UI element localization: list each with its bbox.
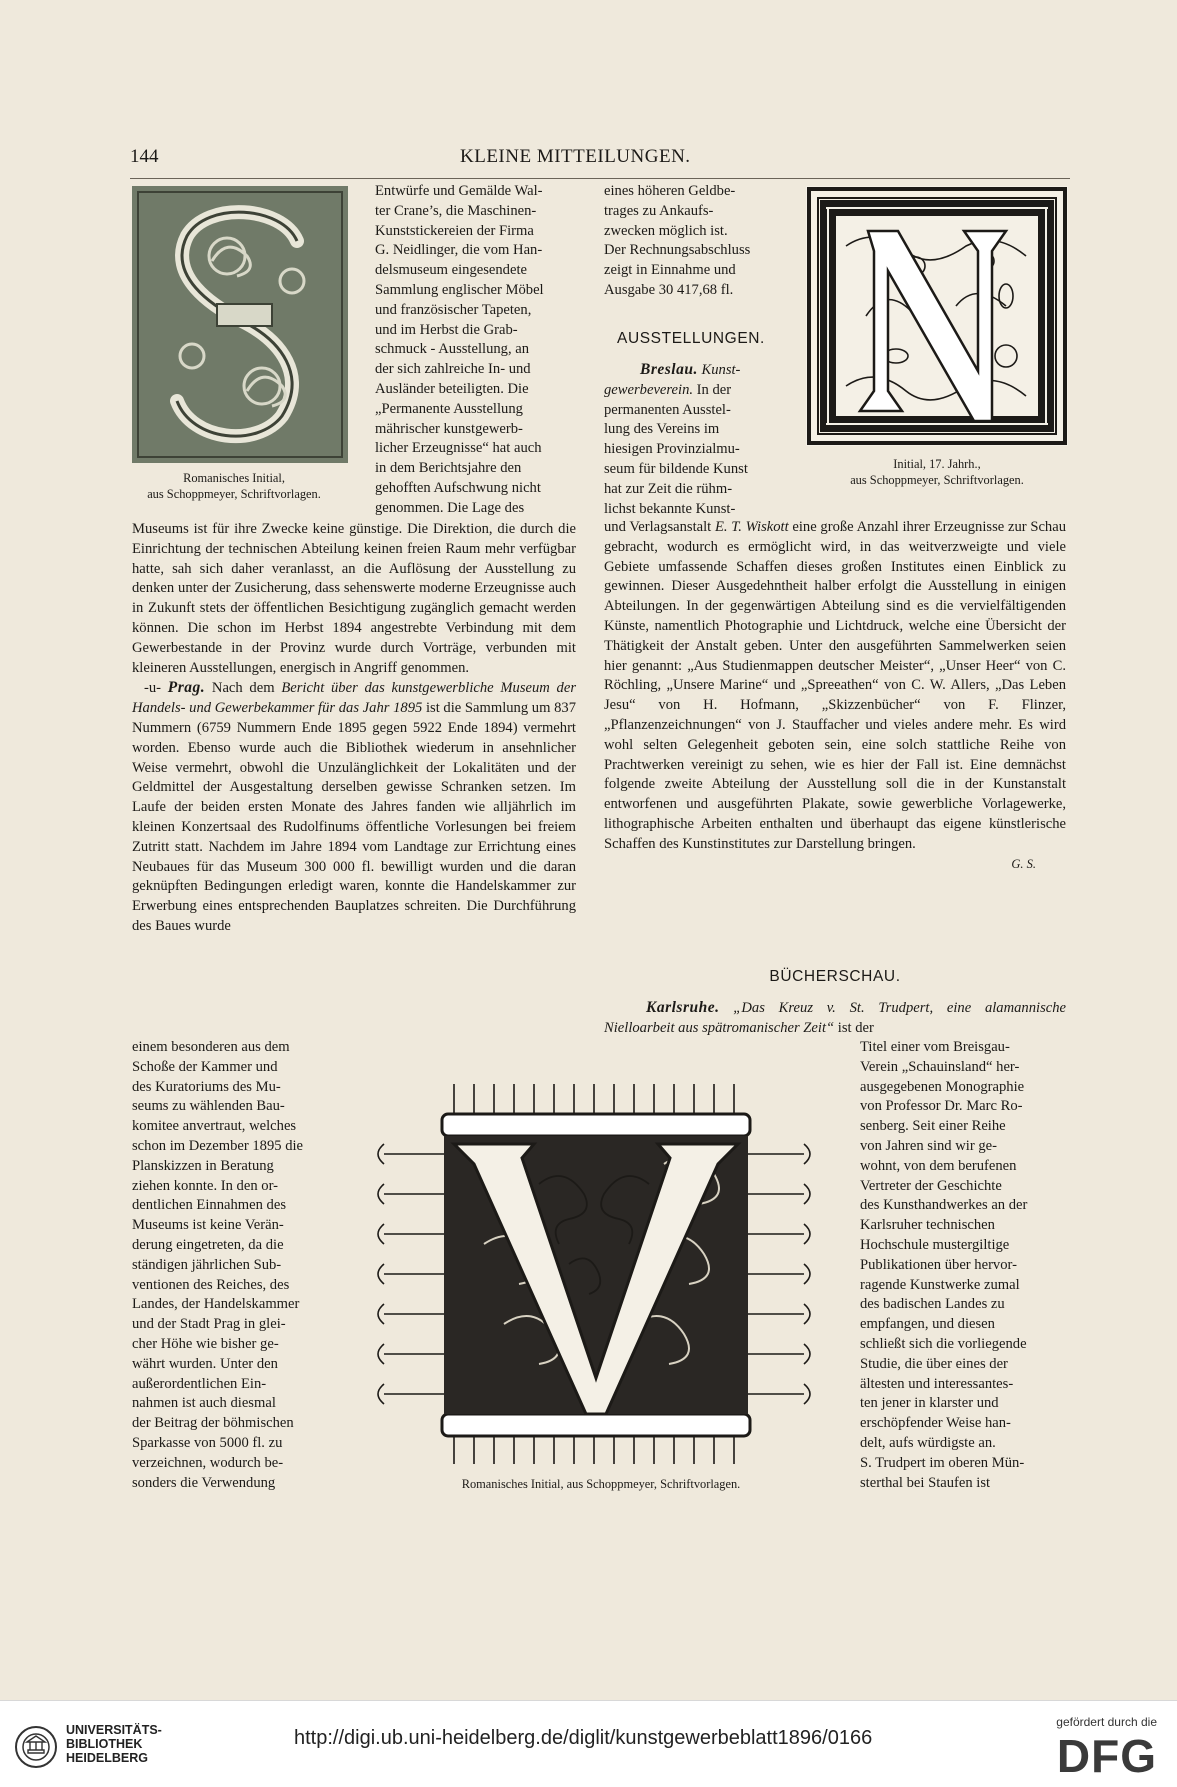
library-name-line: BIBLIOTHEK [66, 1737, 143, 1751]
text-line: nahmen ist auch diesmal [132, 1395, 276, 1412]
text-line: Verein „Schauinsland“ her- [860, 1058, 1020, 1075]
text-line: Studie, die über eines der [860, 1355, 1008, 1372]
text-line: von Professor Dr. Marc Ro- [860, 1098, 1023, 1115]
n-initial-image [806, 186, 1068, 446]
text-line: der Beitrag der böhmischen [132, 1415, 294, 1432]
text-line: gehofften Aufschwung nicht [375, 479, 541, 496]
n-initial-figure [806, 186, 1068, 487]
text-line: ter Crane’s, die Maschinen- [375, 202, 537, 219]
karlsruhe-paragraph [604, 998, 1066, 1039]
text-line: hiesigen Provinzialmu- [604, 441, 740, 458]
col2-main-text [604, 518, 1066, 874]
library-name-line: HEIDELBERG [66, 1751, 148, 1765]
text-line: Der Rechnungsabschluss [604, 242, 751, 259]
text-line: einem besonderen aus dem [132, 1039, 290, 1055]
paragraph: Museums ist für ihre Zwecke keine günstige. Die Direktion, die durch die Einrichtung der technischen Abteilung keinen freien Raum mehr verfügbar hatte, sah sich daher veranlasst, an die Auflösung der Ausstellung zu denken unter der Zusicherung, dass sehenswerte moderne Erzeugnisse auch in Zukunft stets der öffentlichen Besichtigung zugänglich gemacht werden können. Die schon im Herbst 1894 angestrebte Verbindung mit dem Gewerbestande in der Provinz wurde durch Vorträge, verbunden mit kleineren Ausstellungen, energisch in Angriff genommen. [132, 521, 576, 676]
text-span: Nach dem [211, 680, 275, 697]
text-line: hat zur Zeit die rühm- [604, 480, 733, 497]
text-line: genommen. Die Lage des [375, 499, 525, 516]
text-line: ziehen konnte. In den or- [132, 1177, 278, 1194]
place-prag: Prag. [167, 679, 206, 697]
text-line: lung des Vereins im [604, 421, 720, 438]
breslau-first-line [604, 360, 778, 381]
s-initial-image [132, 186, 348, 463]
s-initial-caption [114, 470, 354, 502]
col2-karlsruhe-intro [604, 998, 1066, 1039]
dfg-logo: DFG [1056, 1730, 1157, 1782]
text-line: S. Trudpert im oberen Mün- [860, 1454, 1025, 1471]
col1-beside-v [132, 1038, 332, 1493]
text-line: Vertreter der Geschichte [860, 1177, 1002, 1194]
text-line: permanenten Ausstel- [604, 401, 731, 418]
place-karlsruhe: Karlsruhe. [646, 999, 720, 1016]
text-line: des Kunsthandwerkes an der [860, 1197, 1028, 1214]
library-name [66, 1723, 162, 1765]
text-line: delt, aufs würdigste an. [860, 1434, 996, 1451]
v-initial-figure [364, 1074, 838, 1491]
text-line: sterthal bei Staufen ist [860, 1474, 991, 1491]
text-line: und im Herbst die Grab- [375, 321, 518, 338]
place-breslau: Breslau. [640, 361, 698, 378]
n-caption-line1: Initial, 17. Jahrh., [893, 457, 981, 471]
text-line: Schoße der Kammer und [132, 1058, 278, 1075]
s-caption-line1: Romanisches Initial, [183, 471, 285, 485]
text-line: verzeichnen, wodurch be- [132, 1454, 284, 1471]
text-line: ausgegebenen Monographie [860, 1078, 1025, 1095]
col1-main-text [132, 520, 576, 937]
col1-beside-s [375, 182, 575, 519]
header-rule [130, 178, 1070, 179]
text-line: senberg. Seit einer Reihe [860, 1118, 1006, 1135]
signature: G. S. [1011, 856, 1036, 871]
text-line: dentlichen Einnahmen des [132, 1197, 286, 1214]
text-line: zwecken möglich ist. [604, 222, 728, 239]
text-line: „Permanente Ausstellung [375, 400, 523, 417]
page-number: 144 [130, 146, 159, 167]
text-line: wohnt, von dem berufenen [860, 1157, 1017, 1174]
text-line: eines höheren Geldbe- [604, 183, 736, 199]
author-mark: -u- [144, 680, 162, 697]
text-line: zeigt in Einnahme und [604, 262, 736, 279]
text-span: und Verlagsanstalt [604, 519, 712, 535]
text-line: Entwürfe und Gemälde Wal- [375, 183, 543, 199]
n-caption-line2: aus Schoppmeyer, Schriftvorlagen. [850, 473, 1024, 487]
text-line: G. Neidlinger, die vom Han- [375, 242, 543, 259]
library-name-line: UNIVERSITÄTS- [66, 1723, 162, 1737]
breslau-title: Kunst- [701, 362, 741, 378]
text-line: von Jahren sind wir ge- [860, 1137, 997, 1154]
text-line: Karlsruher technischen [860, 1217, 995, 1234]
breslau-second-line [604, 381, 778, 401]
s-caption-line2: aus Schoppmeyer, Schriftvorlagen. [147, 487, 321, 501]
breslau-paragraph [604, 518, 1066, 855]
v-initial-image [364, 1074, 838, 1474]
text-line: schließt sich die vorliegende [860, 1335, 1027, 1352]
text-line: Planskizzen in Beratung [132, 1157, 274, 1174]
col2-breslau-narrow [604, 360, 778, 519]
breslau-title: gewerbeverein. [604, 381, 694, 398]
text-line: cher Höhe wie bisher ge- [132, 1335, 279, 1352]
text-line: Publikationen über hervor- [860, 1256, 1017, 1273]
text-line: Kunststickereien der Firma [375, 222, 534, 239]
text-line: komitee anvertraut, welches [132, 1118, 297, 1135]
text-line: Sparkasse von 5000 fl. zu [132, 1434, 283, 1451]
viewer-footer [0, 1700, 1177, 1787]
col2-beside-v [860, 1038, 1066, 1493]
col2-top-text [604, 182, 778, 301]
heading-buecherschau: BÜCHERSCHAU. [769, 968, 901, 985]
text-line: trages zu Ankaufs- [604, 202, 714, 219]
permalink-url[interactable]: http://digi.ub.uni-heidelberg.de/diglit/kunstgewerbeblatt1896/0166 [294, 1727, 873, 1749]
text-line: ventionen des Reiches, des [132, 1276, 290, 1293]
text-line: ten jener in klarster und [860, 1395, 999, 1412]
funded-by-label: gefördert durch die [1056, 1715, 1157, 1729]
text-line: seums zu wählenden Bau- [132, 1098, 285, 1115]
text-line: mährischer kunstgewerb- [375, 420, 523, 437]
text-span: eine große Anzahl ihrer Erzeugnisse zur Schau gebracht, wodurch es ermöglicht wird, in das weitverzweigte und viele Gebiete umfassende Schaffen dieses großen Institutes einen Einblick zu gewinnen. Dieser Ausgedehntheit halber erfolgt die Ausstellung in einigen Abteilungen. In der gegenwärtigen Abteilung sind es die vervielfältigenden Künste, namentlich Photographie und Lichtdruck, welche eine Übersicht der Thätigkeit der Anstalt geben. Unter den ausgeführten Sammelwerken seien hier genannt: „Aus Studienmappen deutscher Meister“, „Unser Heer“ von C. Röchling, „Unsere Marine“ und „Spreeathen“ von C. W. Allers, „Das Leben Jesu“ von H. Hofmann, „Skizzenbücher“ von F. Flinzer, „Pflanzenzeichnungen“ von J. Stauffacher und vieles andere mehr. Es wird wohl selten Gelegenheit geboten sein, eine solch stattliche Reihe von Prachtwerken vereinigt zu sehen, wie es hier der Fall ist. Eine demnächst folgende zweite Abteilung der Ausstellung soll die in der Kunstanstalt entworfenen und ausgeführten Plakate, sowie gewerbliche Vorlagewerke, lithographische Arbeiten enthalten und überhaupt das eigene künstlerische Schaffen des Kunstinstitutes zur Darstellung bringen. [604, 519, 1067, 852]
running-title: KLEINE MITTEILUNGEN. [460, 146, 691, 167]
n-initial-caption [794, 456, 1080, 488]
text-line: Sammlung englischer Möbel [375, 281, 544, 298]
book-title: „Das Kreuz v. St. Trudpert, eine alamannische Nielloarbeit aus spätromanischer Zeit“ [604, 1000, 1067, 1036]
text-line: des badischen Landes zu [860, 1296, 1005, 1313]
text-line: ständigen jährlichen Sub- [132, 1256, 282, 1273]
firm-name: E. T. Wiskott [714, 519, 789, 535]
text-line: ältesten und interessantes- [860, 1375, 1014, 1392]
text-line: in dem Berichtsjahre den [375, 460, 522, 477]
text-line: der sich zahlreiche In- und [375, 361, 531, 378]
text-line: derung eingetreten, da die [132, 1236, 284, 1253]
text-line: des Kuratoriums des Mu- [132, 1078, 281, 1095]
text-line: empfangen, und diesen [860, 1316, 995, 1333]
text-line: seum für bildende Kunst [604, 460, 748, 477]
text-line: schon im Dezember 1895 die [132, 1137, 304, 1154]
prag-paragraph [132, 678, 576, 936]
text-line: ragende Kunstwerke zumal [860, 1276, 1020, 1293]
text-line: schmuck - Ausstellung, an [375, 341, 530, 358]
text-line: Ausgabe 30 417,68 fl. [604, 281, 734, 298]
text-line: erschöpfender Weise han- [860, 1415, 1011, 1432]
v-initial-caption: Romanisches Initial, aus Schoppmeyer, Schriftvorlagen. [461, 1477, 741, 1491]
text-line: und der Stadt Prag in glei- [132, 1316, 286, 1333]
text-line: sonders die Verwendung [132, 1474, 276, 1491]
text-line: Ausländer beteiligten. Die [375, 380, 529, 397]
text-line: Museums ist keine Verän- [132, 1217, 284, 1234]
text-line: Titel einer vom Breisgau- [860, 1039, 1010, 1055]
text-line: währt wurden. Unter den [132, 1355, 278, 1372]
text-span: In der [696, 381, 732, 398]
running-header [130, 146, 1070, 172]
text-line: lichst bekannte Kunst- [604, 500, 736, 517]
report-title: Bericht über das kunstgewerbliche Museum der Handels- und Gewerbekammer für das Jahr 1895 [132, 680, 577, 717]
text-line: außerordentlichen Ein- [132, 1375, 267, 1392]
text-line: licher Erzeugnisse“ hat auch [375, 440, 542, 457]
text-line: Landes, der Handelskammer [132, 1296, 300, 1313]
text-line: delsmuseum eingesendete [375, 262, 527, 279]
text-span: ist die Sammlung um 837 Nummern (6759 Nummern Ende 1895 gegen 5922 Ende 1894) vermehrt worden. Ebenso wurde auch die Bibliothek wiederum in ansehnlicher Weise vermehrt, obwohl die Unzulänglichkeit der Lokalitäten und der Geldmittel der Ausgestaltung derselben gewisse Schranken setzen. Im Laufe der beiden ersten Monate des Jahres fanden wie alljährlich im kleinen Konzertsaal des Rudolfinums öffentliche Vorlesungen bei freiem Zutritt statt. Nachdem im Jahre 1894 vom Landtage zur Errichtung eines Neubaues für das Museum 300 000 fl. bewilligt wurden und die daran geknüpften Bedingungen erledigt waren, konnte die Handelskammer zur Erwerbung eines entsprechenden Bauplatzes schreiten. Die Durchführung des Baues wurde [132, 700, 577, 934]
text-line: Hochschule mustergiltige [860, 1236, 1010, 1253]
text-line: und französischer Tapeten, [375, 301, 532, 318]
s-initial-figure [132, 186, 348, 501]
text-span: ist der [837, 1019, 874, 1036]
heading-ausstellungen: AUSSTELLUNGEN. [617, 330, 765, 347]
library-seal-icon [14, 1725, 58, 1774]
